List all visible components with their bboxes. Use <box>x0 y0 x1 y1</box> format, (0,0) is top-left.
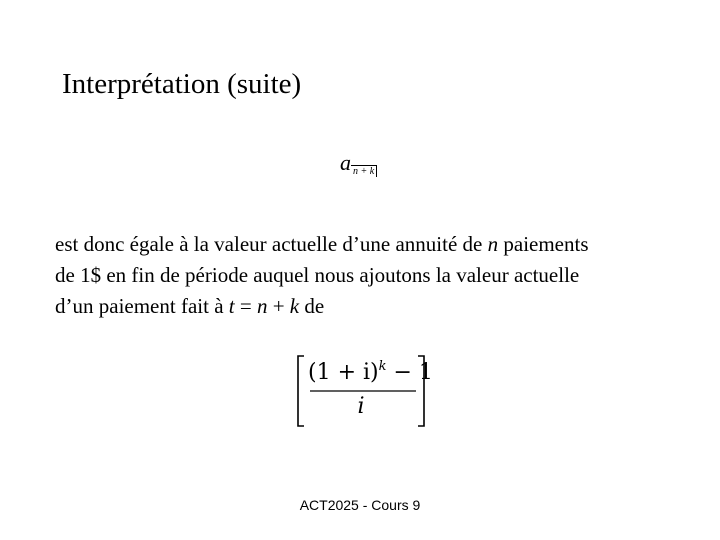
slide-footer: ACT2025 - Cours 9 <box>299 497 421 513</box>
formula-numerator <box>308 359 433 389</box>
accumulation-formula <box>296 354 433 428</box>
body-line-3 <box>55 291 695 322</box>
body-text-segment: d’un paiement fait à <box>55 294 229 318</box>
body-paragraph <box>55 229 695 322</box>
numerator-exponent: k <box>378 359 387 374</box>
plus-sign: + <box>267 294 290 318</box>
body-line-2: de 1$ en fin de période auquel nous ajoutons la valeur actuelle <box>55 263 580 287</box>
var-n: n <box>487 232 499 256</box>
formula-denominator: i <box>357 394 365 419</box>
body-text-segment: paiements <box>498 232 589 256</box>
numerator-tail: − 1 <box>386 360 433 385</box>
slide-title: Interprétation (suite) <box>62 68 302 100</box>
var-t: t <box>228 294 235 318</box>
body-text-segment: est donc égale à la valeur actuelle d’une annuité de <box>55 232 488 256</box>
annuity-subscript: n + k <box>351 165 377 177</box>
var-k: k <box>289 294 300 318</box>
var-n: n <box>256 294 268 318</box>
left-bracket <box>298 356 304 426</box>
numerator-base: (1 + i) <box>308 360 379 385</box>
annuity-base: a <box>340 150 351 175</box>
body-text-segment: de <box>299 294 325 318</box>
annuity-symbol <box>340 150 377 176</box>
body-line-1 <box>55 229 695 260</box>
equals-sign: = <box>234 294 257 318</box>
